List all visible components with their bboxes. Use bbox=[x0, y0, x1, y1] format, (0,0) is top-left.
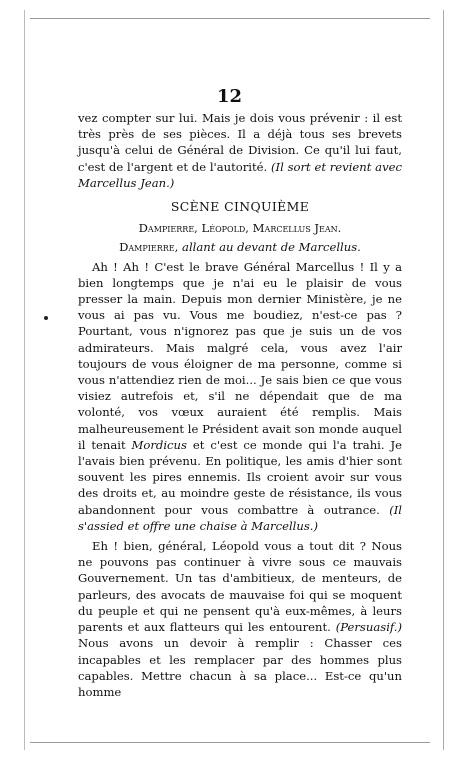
character-list: Dampierre, Léopold, Marcellus Jean. bbox=[138, 221, 342, 236]
margin-dot bbox=[44, 316, 48, 320]
opening-text: vez compter sur lui. Mais je dois vous prévenir : il est très près de ses pièces. Il a déjà tous ses brevets jusqu'à celui de Général de Division. Ce qu'il lui faut, c'est de l'argent et de l'autorité. bbox=[78, 111, 402, 174]
speaker-direction: allant au devant de Marcellus. bbox=[178, 240, 361, 255]
opening-paragraph bbox=[78, 110, 402, 191]
speech-2-text-b: Nous avons un devoir à remplir : Chasser ces incapables et les remplacer par des hommes plus capables. Mettre chacun à sa place... Est-ce qu'un homme bbox=[78, 636, 402, 699]
page-number: 12 bbox=[216, 86, 243, 107]
speaker-name: Dampierre, bbox=[119, 240, 179, 255]
page-text bbox=[78, 110, 402, 700]
opening-stage-direction: (Il sort et revient avec Marcellus Jean.) bbox=[78, 159, 402, 190]
speech-1-text-a: Ah ! Ah ! C'est le brave Général Marcellus ! Il y a bien longtemps que je n'ai eu le plaisir de vous presser la main. Depuis mon dernier Ministère, je ne vous ai pas vu. Vous me boudiez, n'est-ce pas ? Pourtant, vous n'ignorez pas que je suis un de vos admirateurs. Mais malgré cela, vous avez l'air toujours de vous éloigner de ma personne, comme si vous n'attendiez rien de moi... Je sais bien ce que vous visiez autrefois et, s'il ne dépendait que de ma volonté, vos vœux auraient été remplis. Mais malheureusement le Président avait son monde auquel il tenait bbox=[78, 259, 402, 452]
top-rule bbox=[30, 18, 430, 19]
scene-title: SCÈNE CINQUIÈME bbox=[170, 199, 310, 215]
speech-paragraph-2 bbox=[78, 538, 402, 700]
speech-2-text-a: Eh ! bien, général, Léopold vous a tout dit ? Nous ne pouvons pas continuer à vivre sous ce mauvais Gouvernement. Un tas d'ambitieux, de menteurs, de parleurs, des avocats de mauvaise foi qui se moquent du peuple et qui ne pensent qu'à eux-mêmes, à leurs parents et aux flatteurs qui les entourent. bbox=[78, 539, 402, 635]
speech-1-italic-word: Mordicus bbox=[131, 437, 187, 452]
speech-1-text-b: et c'est ce monde qui l'a trahi. Je l'avais bien prévenu. En politique, les amis d'hier sont souvent les pires ennemis. Ils croient avoir sur vous des droits et, au moindre geste de résistance, ils vous abandonnent pour vous combattre à outrance. bbox=[78, 437, 402, 517]
speech-paragraph-1 bbox=[78, 259, 402, 534]
bottom-rule bbox=[30, 742, 430, 743]
speaker-line bbox=[78, 239, 402, 255]
speech-1-stage-direction: (Il s'assied et offre une chaise à Marcellus.) bbox=[78, 502, 402, 533]
speech-2-stage-direction: (Persuasif.) bbox=[335, 620, 402, 635]
